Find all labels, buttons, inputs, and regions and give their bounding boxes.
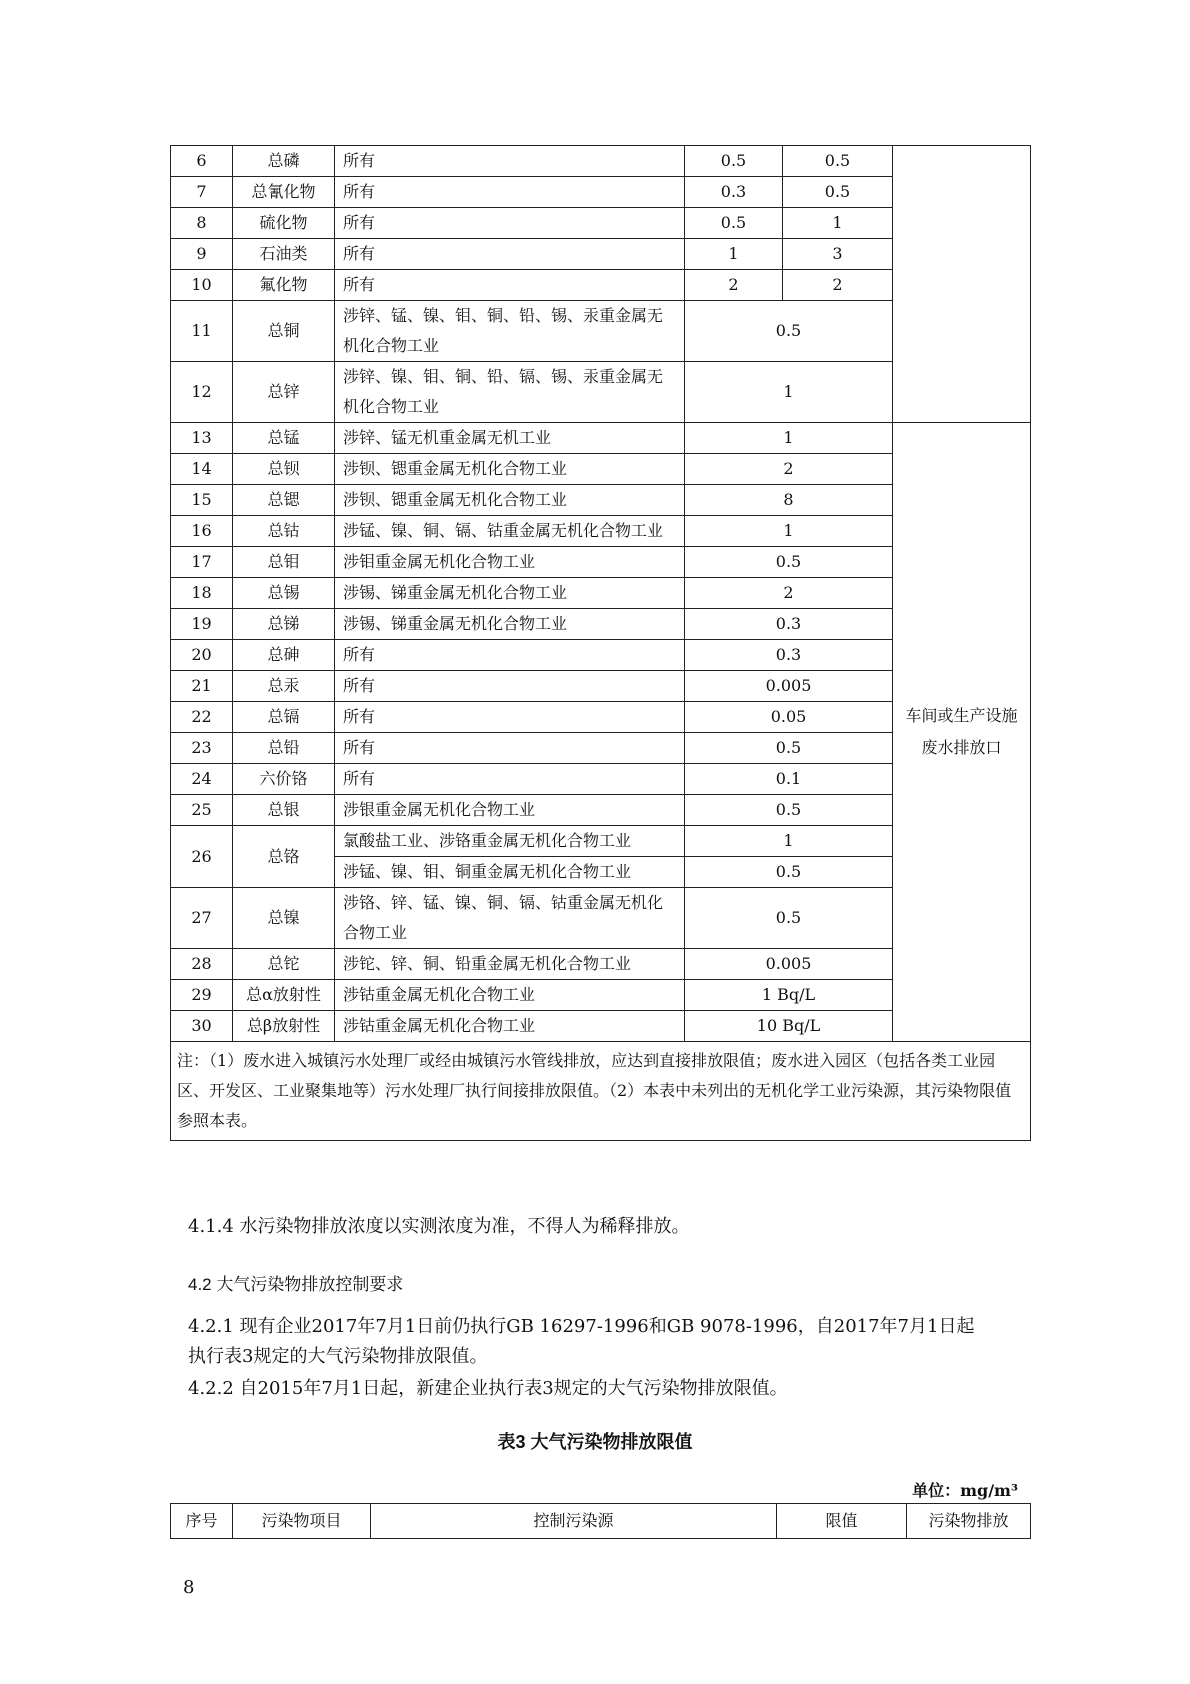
emission-limit: 2	[685, 454, 893, 485]
row-number: 22	[171, 702, 233, 733]
page-number: 8	[183, 1577, 195, 1598]
table-row	[171, 423, 1031, 454]
row-number: 20	[171, 640, 233, 671]
row-number: 11	[171, 301, 233, 362]
control-source: 涉钡、锶重金属无机化合物工业	[335, 485, 685, 516]
control-source: 涉银重金属无机化合物工业	[335, 795, 685, 826]
emission-limit: 1 Bq/L	[685, 980, 893, 1011]
emission-limit: 1	[685, 516, 893, 547]
pollutant-item: 总锰	[233, 423, 335, 454]
control-source: 涉铬、锌、锰、镍、铜、镉、钴重金属无机化合物工业	[335, 888, 685, 949]
table-note: 注：（1）废水进入城镇污水处理厂或经由城镇污水管线排放，应达到直接排放限值；废水进入园区（包括各类工业园区、开发区、工业聚集地等）污水处理厂执行间接排放限值。（2）本表中未列出的无机化学工业污染源，其污染物限值参照本表。	[171, 1042, 1031, 1141]
row-number: 7	[171, 177, 233, 208]
indirect-limit: 0.5	[783, 177, 893, 208]
control-source: 涉锡、锑重金属无机化合物工业	[335, 578, 685, 609]
table-row	[171, 146, 1031, 177]
row-number: 10	[171, 270, 233, 301]
indirect-limit: 1	[783, 208, 893, 239]
control-source: 涉锌、锰无机重金属无机工业	[335, 423, 685, 454]
control-source: 涉锌、镍、钼、铜、铅、镉、锡、汞重金属无机化合物工业	[335, 362, 685, 423]
indirect-limit: 2	[783, 270, 893, 301]
row-number: 25	[171, 795, 233, 826]
direct-limit: 1	[685, 239, 783, 270]
table3-unit: 单位：mg/m³	[912, 1481, 1018, 1500]
control-source: 涉锡、锑重金属无机化合物工业	[335, 609, 685, 640]
row-number: 6	[171, 146, 233, 177]
row-number: 28	[171, 949, 233, 980]
row-number: 27	[171, 888, 233, 949]
emission-limit: 1	[685, 423, 893, 454]
row-number: 14	[171, 454, 233, 485]
pollutant-item: 硫化物	[233, 208, 335, 239]
pollutant-item: 总砷	[233, 640, 335, 671]
direct-limit: 0.3	[685, 177, 783, 208]
direct-limit: 2	[685, 270, 783, 301]
control-source: 所有	[335, 640, 685, 671]
control-source: 所有	[335, 177, 685, 208]
pollutant-item: 总汞	[233, 671, 335, 702]
row-number: 21	[171, 671, 233, 702]
control-source: 所有	[335, 239, 685, 270]
pollutant-item: 总锑	[233, 609, 335, 640]
row-number: 9	[171, 239, 233, 270]
outlet-location: 车间或生产设施废水排放口	[893, 423, 1031, 1042]
row-number: 29	[171, 980, 233, 1011]
control-source: 氯酸盐工业、涉铬重金属无机化合物工业	[335, 826, 685, 857]
emission-limit: 0.5	[685, 857, 893, 888]
emission-limit: 0.5	[685, 795, 893, 826]
emission-limit: 0.5	[685, 547, 893, 578]
control-source: 所有	[335, 208, 685, 239]
pollutant-item: 总钼	[233, 547, 335, 578]
control-source: 涉钴重金属无机化合物工业	[335, 980, 685, 1011]
row-number: 30	[171, 1011, 233, 1042]
pollutant-item: 总锌	[233, 362, 335, 423]
pollutant-item: 总氰化物	[233, 177, 335, 208]
emission-limit: 0.3	[685, 609, 893, 640]
outlet-cell-upper	[893, 146, 1031, 423]
indirect-limit: 0.5	[783, 146, 893, 177]
emission-limit: 0.005	[685, 671, 893, 702]
pollutant-item: 总银	[233, 795, 335, 826]
row-number: 23	[171, 733, 233, 764]
pollutant-item: 总镉	[233, 702, 335, 733]
emission-limit: 0.1	[685, 764, 893, 795]
paragraph-4-1-4: 4.1.4 水污染物排放浓度以实测浓度为准，不得人为稀释排放。	[188, 1216, 690, 1237]
row-number: 15	[171, 485, 233, 516]
paragraph-4-2-2: 4.2.2 自2015年7月1日起，新建企业执行表3规定的大气污染物排放限值。	[188, 1378, 788, 1399]
indirect-limit: 3	[783, 239, 893, 270]
pollutant-item: 总钡	[233, 454, 335, 485]
emission-limit: 0.005	[685, 949, 893, 980]
row-number: 8	[171, 208, 233, 239]
control-source: 所有	[335, 270, 685, 301]
section-heading-4-2: 4.2 大气污染物排放控制要求	[188, 1275, 404, 1294]
emission-limit: 2	[685, 578, 893, 609]
row-number: 12	[171, 362, 233, 423]
row-number: 19	[171, 609, 233, 640]
control-source: 涉锌、锰、镍、钼、铜、铅、锡、汞重金属无机化合物工业	[335, 301, 685, 362]
pollutant-item: 总铅	[233, 733, 335, 764]
table3-title: 表3 大气污染物排放限值	[497, 1432, 693, 1452]
pollutant-item: 总β放射性	[233, 1011, 335, 1042]
row-number: 13	[171, 423, 233, 454]
pollutant-item: 氟化物	[233, 270, 335, 301]
control-source: 涉钼重金属无机化合物工业	[335, 547, 685, 578]
emission-limit: 8	[685, 485, 893, 516]
table-note-row	[171, 1042, 1031, 1141]
row-number: 16	[171, 516, 233, 547]
air-pollutant-limits-table	[170, 1503, 1031, 1539]
control-source: 所有	[335, 733, 685, 764]
pollutant-item: 总锡	[233, 578, 335, 609]
pollutant-item: 总α放射性	[233, 980, 335, 1011]
emission-limit: 10 Bq/L	[685, 1011, 893, 1042]
control-source: 涉钴重金属无机化合物工业	[335, 1011, 685, 1042]
control-source: 涉铊、锌、铜、铅重金属无机化合物工业	[335, 949, 685, 980]
row-number: 17	[171, 547, 233, 578]
control-source: 所有	[335, 764, 685, 795]
direct-limit: 0.5	[685, 208, 783, 239]
emission-limit: 1	[685, 362, 893, 423]
header-control-source: 控制污染源	[371, 1504, 777, 1539]
row-number: 18	[171, 578, 233, 609]
control-source: 涉锰、镍、钼、铜重金属无机化合物工业	[335, 857, 685, 888]
control-source: 涉钡、锶重金属无机化合物工业	[335, 454, 685, 485]
pollutant-item: 总钴	[233, 516, 335, 547]
control-source: 所有	[335, 702, 685, 733]
pollutant-item: 总铬	[233, 826, 335, 888]
row-number: 26	[171, 826, 233, 888]
emission-limit: 0.05	[685, 702, 893, 733]
emission-limit: 0.5	[685, 733, 893, 764]
paragraph-4-2-1-line2: 执行表3规定的大气污染物排放限值。	[188, 1346, 488, 1367]
paragraph-4-2-1-line1: 4.2.1 现有企业2017年7月1日前仍执行GB 16297-1996和GB 9078-1996，自2017年7月1日起	[188, 1316, 975, 1337]
emission-limit: 0.3	[685, 640, 893, 671]
header-serial: 序号	[171, 1504, 233, 1539]
header-emission: 污染物排放	[907, 1504, 1031, 1539]
header-limit: 限值	[777, 1504, 907, 1539]
header-pollutant-item: 污染物项目	[233, 1504, 371, 1539]
pollutant-item: 总磷	[233, 146, 335, 177]
pollutant-item: 总铜	[233, 301, 335, 362]
row-number: 24	[171, 764, 233, 795]
pollutant-item: 石油类	[233, 239, 335, 270]
direct-limit: 0.5	[685, 146, 783, 177]
pollutant-item: 总锶	[233, 485, 335, 516]
table-header-row	[171, 1504, 1031, 1539]
pollutant-item: 总镍	[233, 888, 335, 949]
emission-limit: 0.5	[685, 301, 893, 362]
control-source: 所有	[335, 146, 685, 177]
pollutant-item: 六价铬	[233, 764, 335, 795]
water-pollutant-limits-table	[170, 145, 1031, 1141]
emission-limit: 1	[685, 826, 893, 857]
control-source: 所有	[335, 671, 685, 702]
control-source: 涉锰、镍、铜、镉、钴重金属无机化合物工业	[335, 516, 685, 547]
pollutant-item: 总铊	[233, 949, 335, 980]
emission-limit: 0.5	[685, 888, 893, 949]
